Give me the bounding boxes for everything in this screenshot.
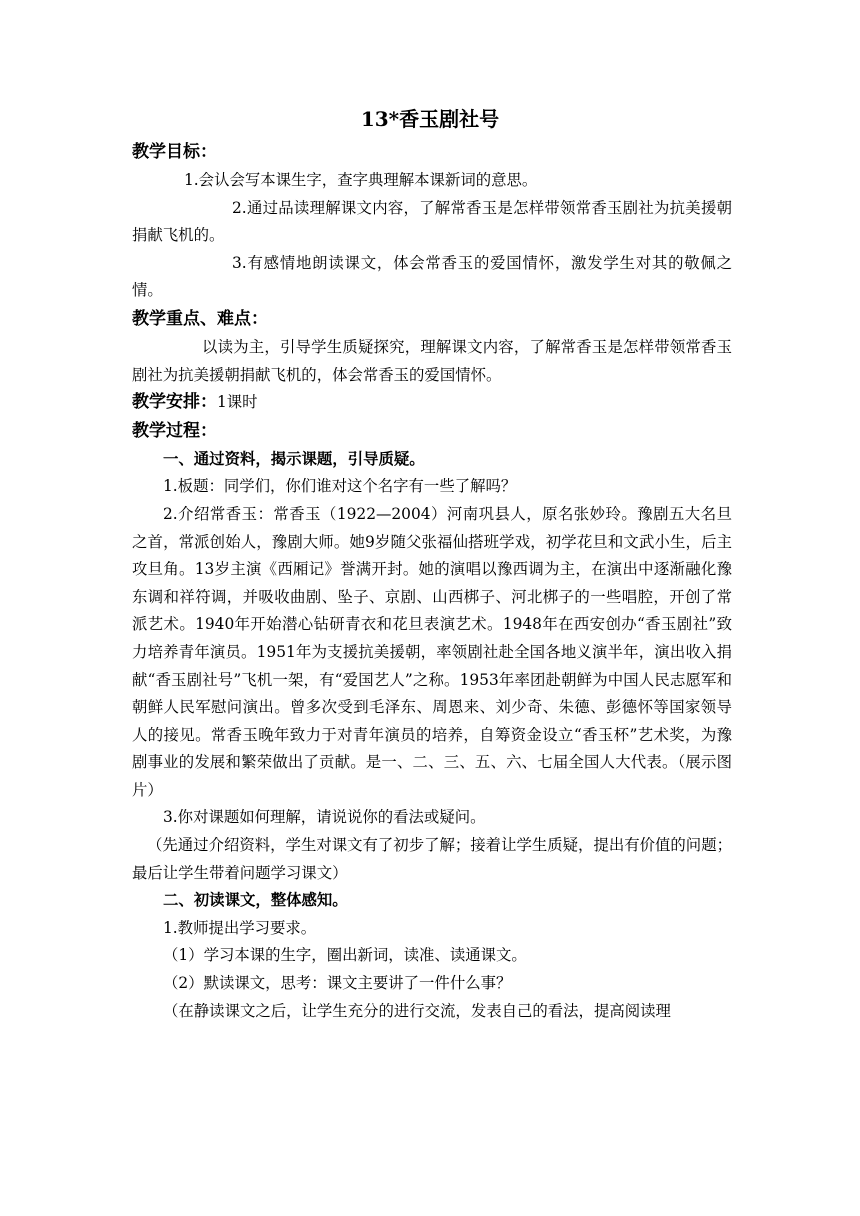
- goal-item-1: 1.会认会写本课生字，查字典理解本课新词的意思。: [184, 171, 538, 189]
- section-2-paragraph-2: （1）学习本课的生字，圈出新词，读准、读通课文。: [163, 946, 527, 965]
- section-1-paragraph-3: 3.你对课题如何理解，请说说你的看法或疑问。: [163, 808, 486, 827]
- section-2-paragraph-1: 1.教师提出学习要求。: [163, 918, 317, 937]
- document-title: 13*香玉剧社号: [360, 107, 500, 131]
- goal-item-3: 3.有感情地朗读课文，体会常香玉的爱国情怀，激发学生对其的敬佩之情。: [132, 253, 732, 300]
- process-heading: 教学过程：: [132, 420, 217, 441]
- section-2-title: 二、初读课文，整体感知。: [163, 891, 348, 910]
- goals-heading: 教学目标：: [132, 142, 217, 162]
- schedule-heading: 教学安排：: [132, 392, 217, 413]
- document-body: [132, 138, 732, 1025]
- section-1-title: 一、通过资料，揭示课题，引导质疑。: [163, 449, 425, 468]
- schedule-value: 1课时: [217, 393, 258, 412]
- goal-item-2: 2.通过品读理解课文内容，了解常香玉是怎样带领常香玉剧社为抗美援朝捐献飞机的。: [132, 198, 732, 245]
- section-1-paragraph-1: 1.板题：同学们，你们谁对这个名字有一些了解吗？: [163, 477, 517, 496]
- section-2-paragraph-4: （在静读课文之后，让学生充分的进行交流，发表自己的看法，提高阅读理: [163, 1001, 671, 1020]
- section-2-paragraph-3: （2）默读课文，思考：课文主要讲了一件什么事？: [163, 974, 512, 993]
- key-points-heading: 教学重点、难点：: [132, 308, 268, 329]
- key-points-text: 以读为主，引导学生质疑探究，理解课文内容，了解常香玉是怎样带领常香玉剧社为抗美援朝捐献飞机的，体会常香玉的爱国情怀。: [132, 337, 732, 384]
- schedule-line: [132, 389, 732, 417]
- section-1-paragraph-2: 2.介绍常香玉：常香玉（1922—2004）河南巩县人，原名张妙玲。豫剧五大名旦之首，常派创始人，豫剧大师。她9岁随父张福仙搭班学戏，初学花旦和文武小生，后主攻旦角。13岁主演《西厢记》誉满开封。她的演唱以豫西调为主，在演出中逐渐融化豫东调和祥符调，并吸收曲剧、坠子、京剧、山西梆子、河北梆子的一些唱腔，开创了常派艺术。1940年开始潜心钻研青衣和花旦表演艺术。1948年在西安创办“香玉剧社”致力培养青年演员。1951年为支援抗美援朝，率领剧社赴全国各地义演半年，演出收入捐献“香玉剧社号”飞机一架，有“爱国艺人”之称。1953年率团赴朝鲜为中国人民志愿军和朝鲜人民军慰问演出。曾多次受到毛泽东、周恩来、刘少奇、朱德、彭德怀等国家领导人的接见。常香玉晚年致力于对青年演员的培养，自筹资金设立“香玉杯”艺术奖，为豫剧事业的发展和繁荣做出了贡献。是一、二、三、五、六、七届全国人大代表。（展示图片）: [132, 504, 732, 799]
- section-1-note: （先通过介绍资料，学生对课文有了初步了解；接着让学生质疑，提出有价值的问题；最后让学生带着问题学习课文）: [132, 836, 732, 882]
